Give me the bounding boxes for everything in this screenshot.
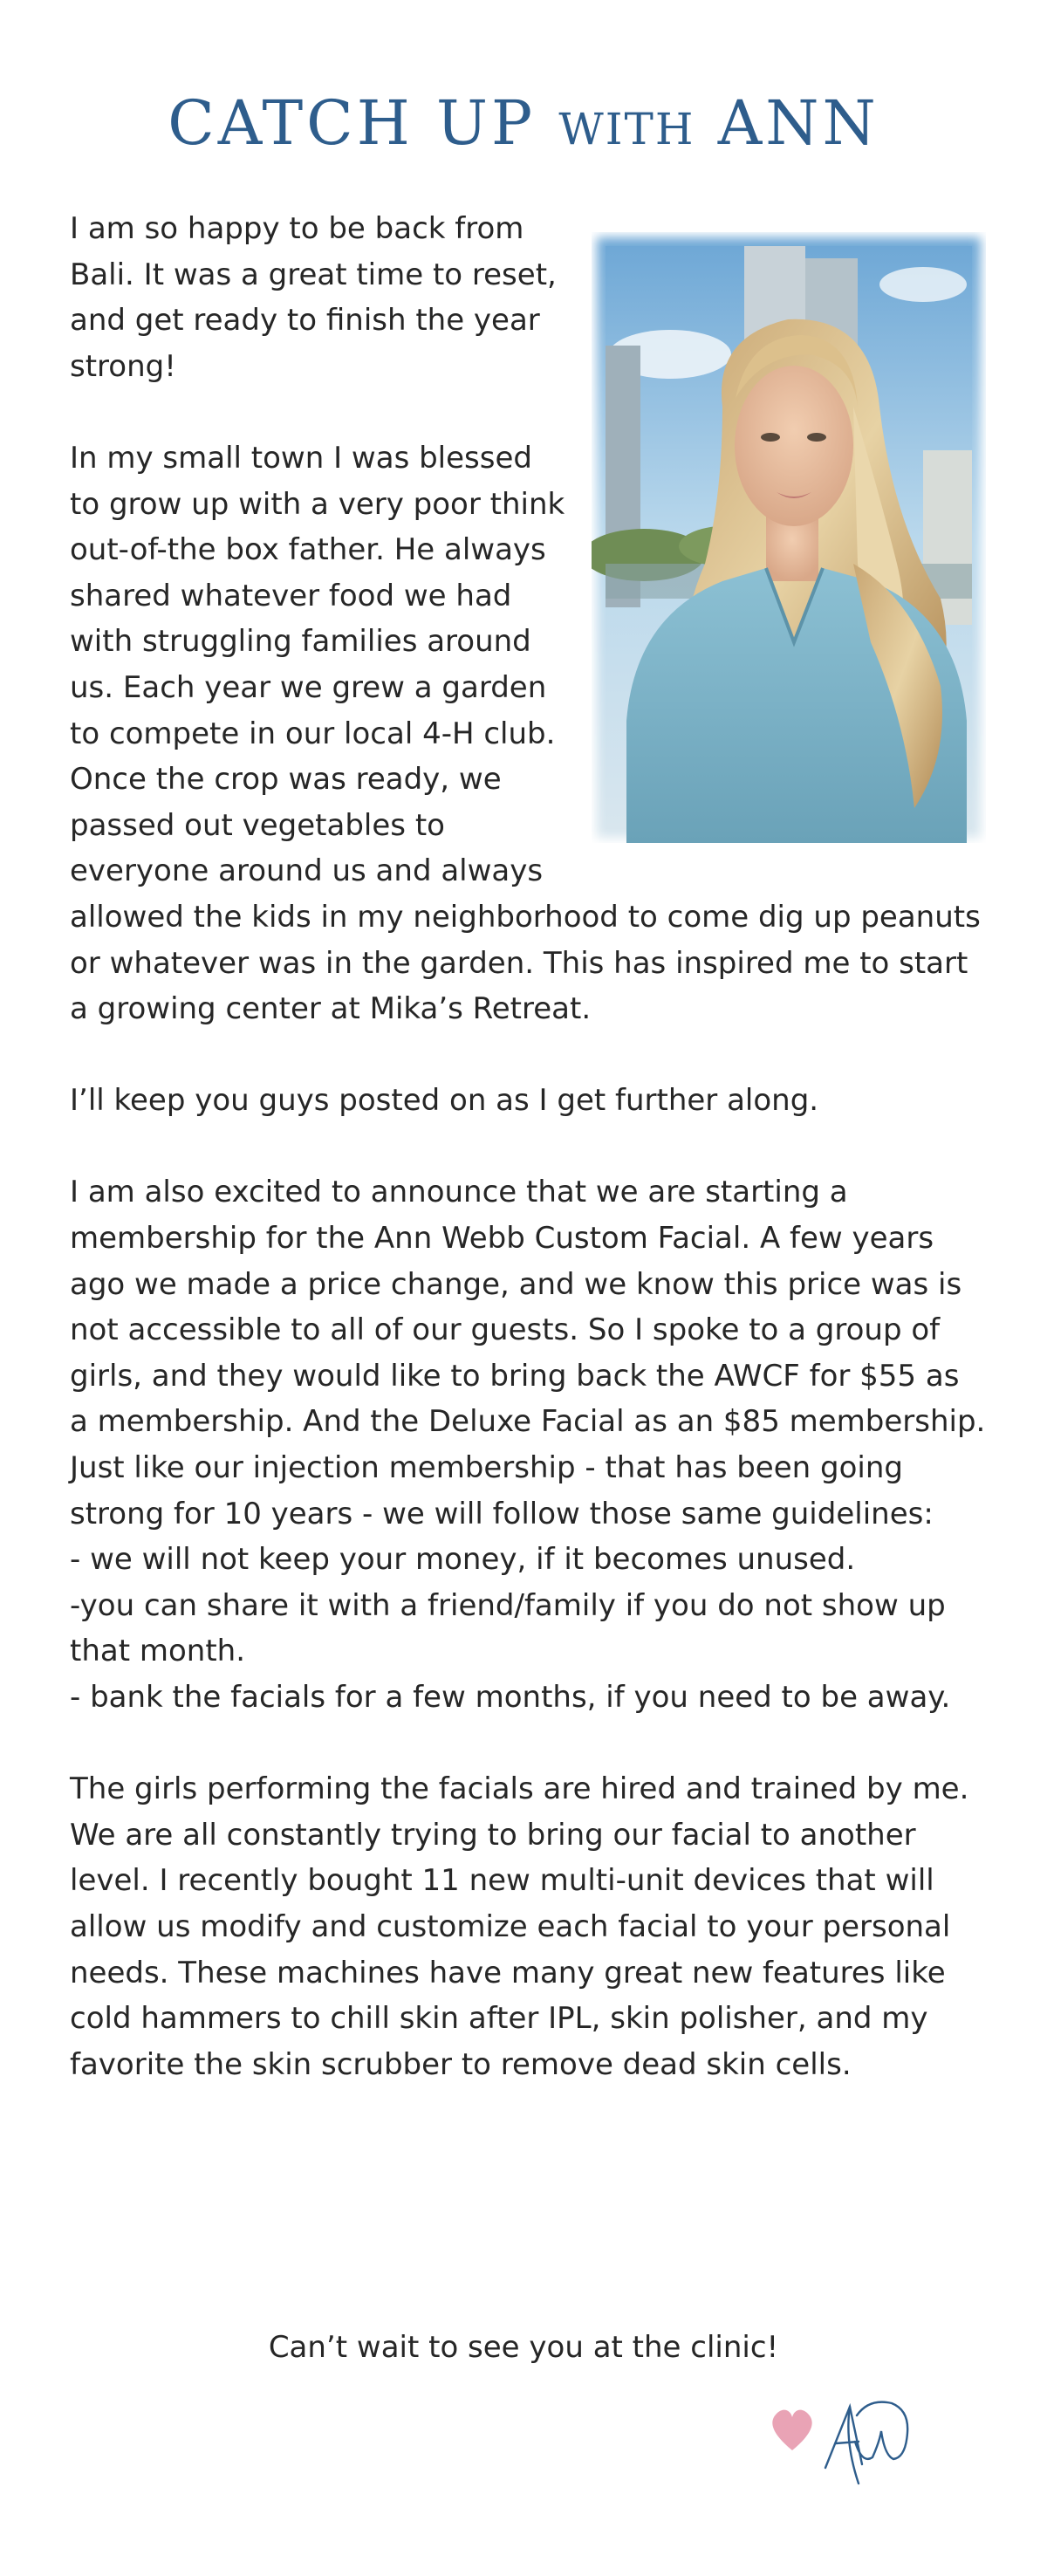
- guideline-item: - we will not keep your money, if it becomes unused.: [70, 1542, 856, 1578]
- guidelines-intro: Just like our injection membership - that has been going strong for 10 years - we will follow those same guidelines:: [70, 1450, 934, 1531]
- title-part-3: ANN: [717, 87, 879, 159]
- heart-icon: [772, 2410, 811, 2450]
- membership-section: [70, 1169, 986, 1720]
- facials-paragraph: The girls performing the facials are hired and trained by me. We are all constantly trying to bring our facial to another level. I recently bought 11 new multi-unit devices that will allow us modify and customize each facial to your personal needs. These machines have many great new features like cold hammers to chill skin after IPL, skin polisher, and my favorite the skin scrubber to remove dead skin cells.: [70, 1771, 969, 2082]
- intro-paragraph: I am so happy to be back from Bali. It was a great time to reset, and get ready to finish the year strong!: [70, 211, 557, 384]
- portrait-photo: [592, 232, 986, 843]
- guideline-item: -you can share it with a friend/family if you do not show up that month.: [70, 1587, 946, 1669]
- title-part-2: WITH: [558, 104, 695, 154]
- page-title: [0, 84, 1047, 168]
- article-body: [70, 206, 986, 2087]
- guideline-item: - bank the facials for a few months, if you need to be away.: [70, 1680, 951, 1715]
- portrait-illustration: [592, 232, 986, 843]
- closing-line: Can’t wait to see you at the clinic!: [268, 2330, 779, 2365]
- update-paragraph: I’ll keep you guys posted on as I get further along.: [70, 1083, 819, 1119]
- title-part-1: CATCH UP: [168, 87, 537, 159]
- membership-paragraph: I am also excited to announce that we are starting a membership for the Ann Webb Custom Facial. A few years ago we made a price change, and we know this price was is not accessible to all of our guests. So I spoke to a group of girls, and they would like to bring back the AWCF for $55 as a membership. And the Deluxe Facial as an $85 membership.: [70, 1175, 986, 1440]
- signature: [764, 2381, 930, 2494]
- signature-initials: [825, 2402, 907, 2484]
- story-paragraph: In my small town I was blessed to grow up with a very poor think out-of-the box father. He always shared whatever food we had with struggling families around us. Each year we grew a garden to compete in our local 4-H club. Once the crop was ready, we passed out vegetables to everyone around us and always allowed the kids in my neighborhood to come dig up peanuts or whatever was in the garden. This has inspired me to start a growing center at Mika’s Retreat.: [70, 440, 981, 1027]
